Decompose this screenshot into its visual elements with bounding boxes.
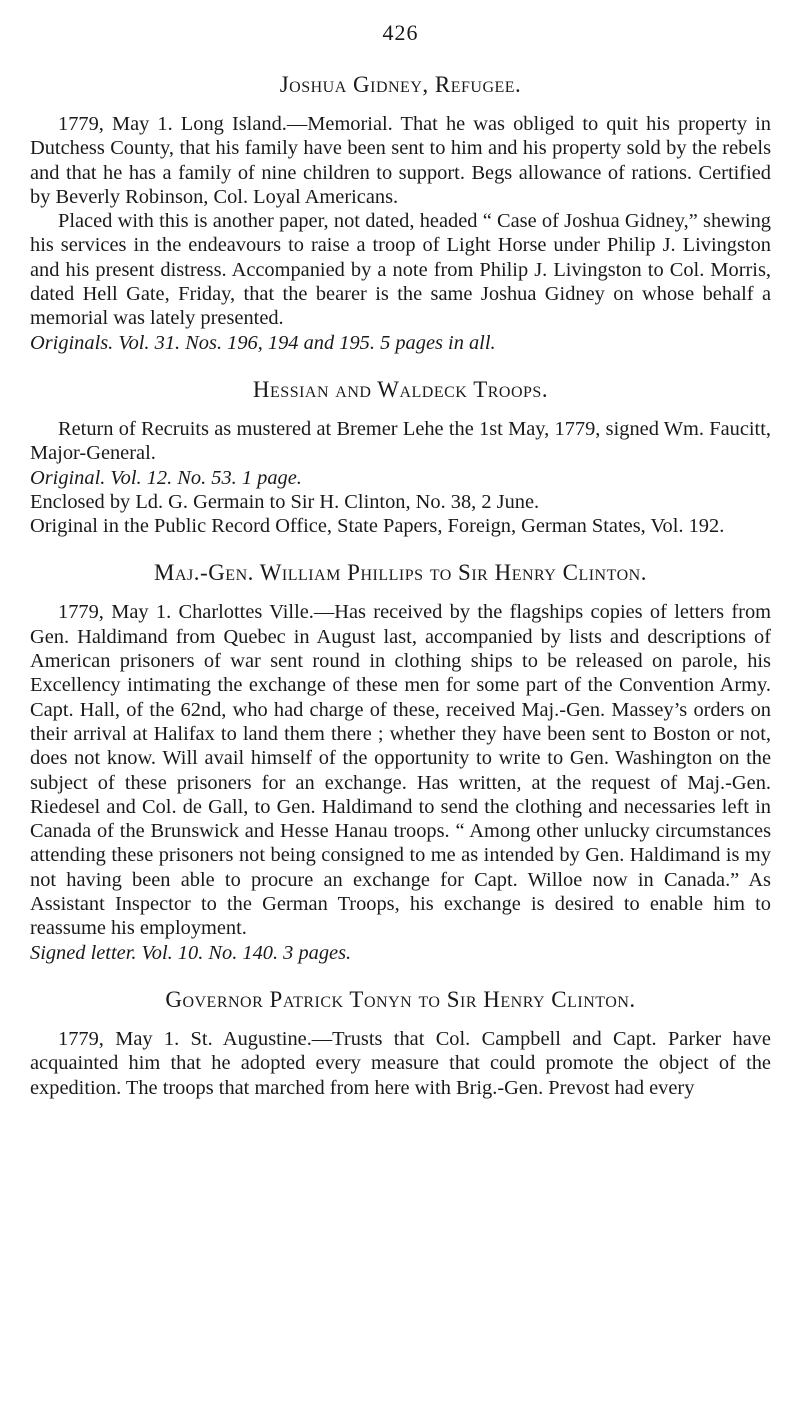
page-number: 426: [382, 20, 419, 45]
entry-heading: Hessian and Waldeck Troops.: [252, 376, 549, 402]
entry-heading: Joshua Gidney, Refugee.: [279, 72, 522, 97]
entry-paragraph: Return of Recruits as mustered at Bremer Lehe the 1st May, 1779, signed Wm. Faucitt, Major-General.: [30, 417, 771, 465]
entry-paragraph: 1779, May 1. St. Augustine.—Trusts that Col. Campbell and Capt. Parker have acquainted him that he adopted every measure that could promote the object of the expedition. The troops that marched from here with Brig.-Gen. Prevost had every: [30, 1027, 771, 1099]
entry-tonyn-to-clinton: [30, 987, 771, 1100]
entry-hessian-waldeck: [30, 377, 771, 538]
entry-paragraph: 1779, May 1. Charlottes Ville.—Has received by the flagships copies of letters from Gen. Haldimand from Quebec in August last, accompanied by lists and descriptions of American prisoners of war sent round in clothing ships to be released on parole, his Excellency intimating the exchange of these men for some part of the Convention Army. Capt. Hall, of the 62nd, who had charge of these, received Maj.-Gen. Massey’s orders on their arrival at Halifax to land them there ; whether they have been sent to Boston or not, does not know. Will avail himself of the opportunity to write to Gen. Washington on the subject of these prisoners for an exchange. Has written, at the request of Maj.-Gen. Riedesel and Col. de Gall, to Gen. Haldimand to send the clothing and necessaries left in Canada of the Brunswick and Hesse Hanau troops. “ Among other unlucky circumstances attending these prisoners not being consigned to me as intended by Gen. Haldimand is my not having been able to procure an exchange for Capt. Willoe now in Canada.” As Assistant Inspector to the German Troops, his exchange is desired to enable him to reassume his employment.: [30, 601, 771, 940]
entry-paragraph: 1779, May 1. Long Island.—Memorial. That he was obliged to quit his property in Dutchess County, that his family have been sent to him and his property sold by the rebels and that he has a family of nine children to support. Begs allowance of rations. Certified by Beverly Robinson, Col. Loyal Americans.: [30, 113, 771, 208]
entry-joshua-gidney: [30, 72, 771, 355]
enclosure-note: Enclosed by Ld. G. Germain to Sir H. Clinton, No. 38, 2 June.: [30, 490, 540, 513]
entry-paragraph: Placed with this is another paper, not dated, headed “ Case of Joshua Gidney,” shewing his services in the endeavours to raise a troop of Light Horse under Philip J. Livingston and his present distress. Accompanied by a note from Philip J. Livingston to Col. Morris, dated Hell Gate, Friday, that the bearer is the same Joshua Gidney on whose behalf a memorial was lately presented.: [30, 210, 771, 330]
archive-note: Original in the Public Record Office, State Papers, Foreign, German States, Vol. 192.: [30, 515, 725, 538]
source-reference: Original. Vol. 12. No. 53. 1 page.: [30, 466, 302, 489]
entry-phillips-to-clinton: [30, 560, 771, 964]
entry-heading: Maj.-Gen. William Phillips to Sir Henry Clinton.: [154, 560, 647, 586]
source-reference: Signed letter. Vol. 10. No. 140. 3 pages.: [30, 941, 352, 964]
entry-heading: Governor Patrick Tonyn to Sir Henry Clinton.: [165, 986, 636, 1012]
source-reference: Originals. Vol. 31. Nos. 196, 194 and 195. 5 pages in all.: [30, 331, 496, 354]
